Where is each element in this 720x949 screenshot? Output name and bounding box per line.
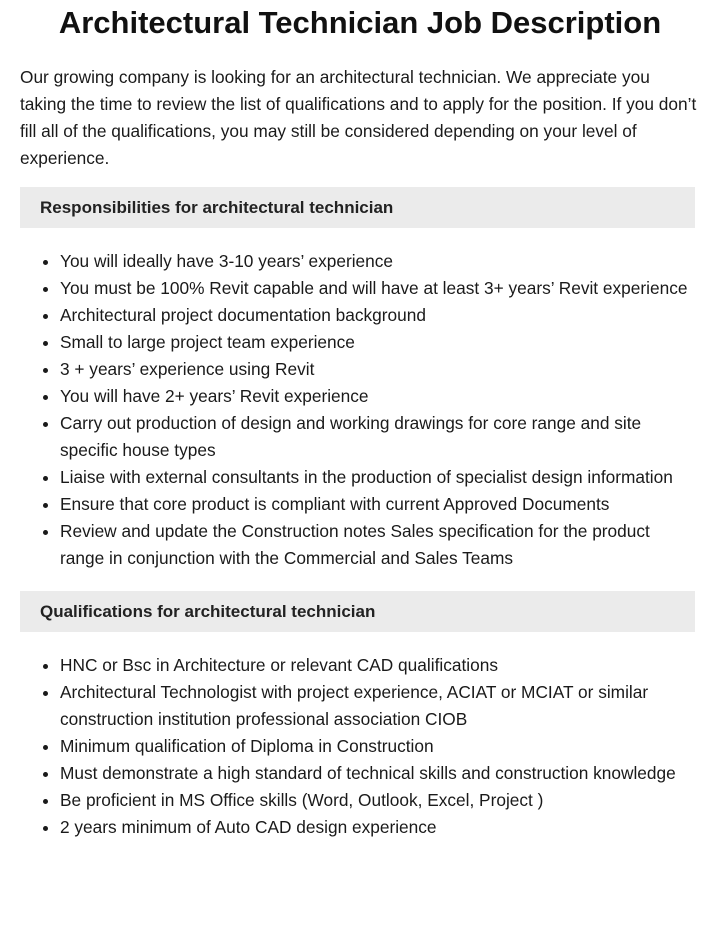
intro-paragraph: Our growing company is looking for an architectural technician. We appreciate you taking the time to review the list of qualifications and to apply for the position. If you don’t fill all of the qualifications, you may still be considered depending on your level of experience. [20, 67, 697, 168]
list-item: • 3 + years’ experience using Revit [60, 356, 695, 383]
list-item: • Review and update the Construction notes Sales specification for the product range in conjunction with the Commercial and Sales Teams [60, 518, 695, 572]
list-item: • Liaise with external consultants in the production of specialist design information [60, 464, 695, 491]
list-item: • You will have 2+ years’ Revit experience [60, 383, 695, 410]
list-item: • Be proficient in MS Office skills (Word, Outlook, Excel, Project ) [60, 787, 695, 814]
list-item: • HNC or Bsc in Architecture or relevant CAD qualifications [60, 652, 695, 679]
page-title: Architectural Technician Job Description [58, 5, 662, 40]
list-item: • Ensure that core product is compliant with current Approved Documents [60, 491, 695, 518]
list-item: • Minimum qualification of Diploma in Construction [60, 733, 695, 760]
list-item: • Must demonstrate a high standard of technical skills and construction knowledge [60, 760, 695, 787]
qualifications-list [20, 652, 695, 841]
list-item: • Architectural Technologist with project experience, ACIAT or MCIAT or similar construction institution professional association CIOB [60, 679, 695, 733]
list-item: • 2 years minimum of Auto CAD design experience [60, 814, 695, 841]
qualifications-heading: Qualifications for architectural technician [20, 591, 695, 632]
list-item: • Carry out production of design and working drawings for core range and site specific house types [60, 410, 695, 464]
responsibilities-heading: Responsibilities for architectural technician [20, 187, 695, 228]
list-item: • You must be 100% Revit capable and will have at least 3+ years’ Revit experience [60, 275, 695, 302]
responsibilities-list [20, 248, 695, 572]
list-item: • Small to large project team experience [60, 329, 695, 356]
list-item: • You will ideally have 3-10 years’ experience [60, 248, 695, 275]
list-item: • Architectural project documentation background [60, 302, 695, 329]
